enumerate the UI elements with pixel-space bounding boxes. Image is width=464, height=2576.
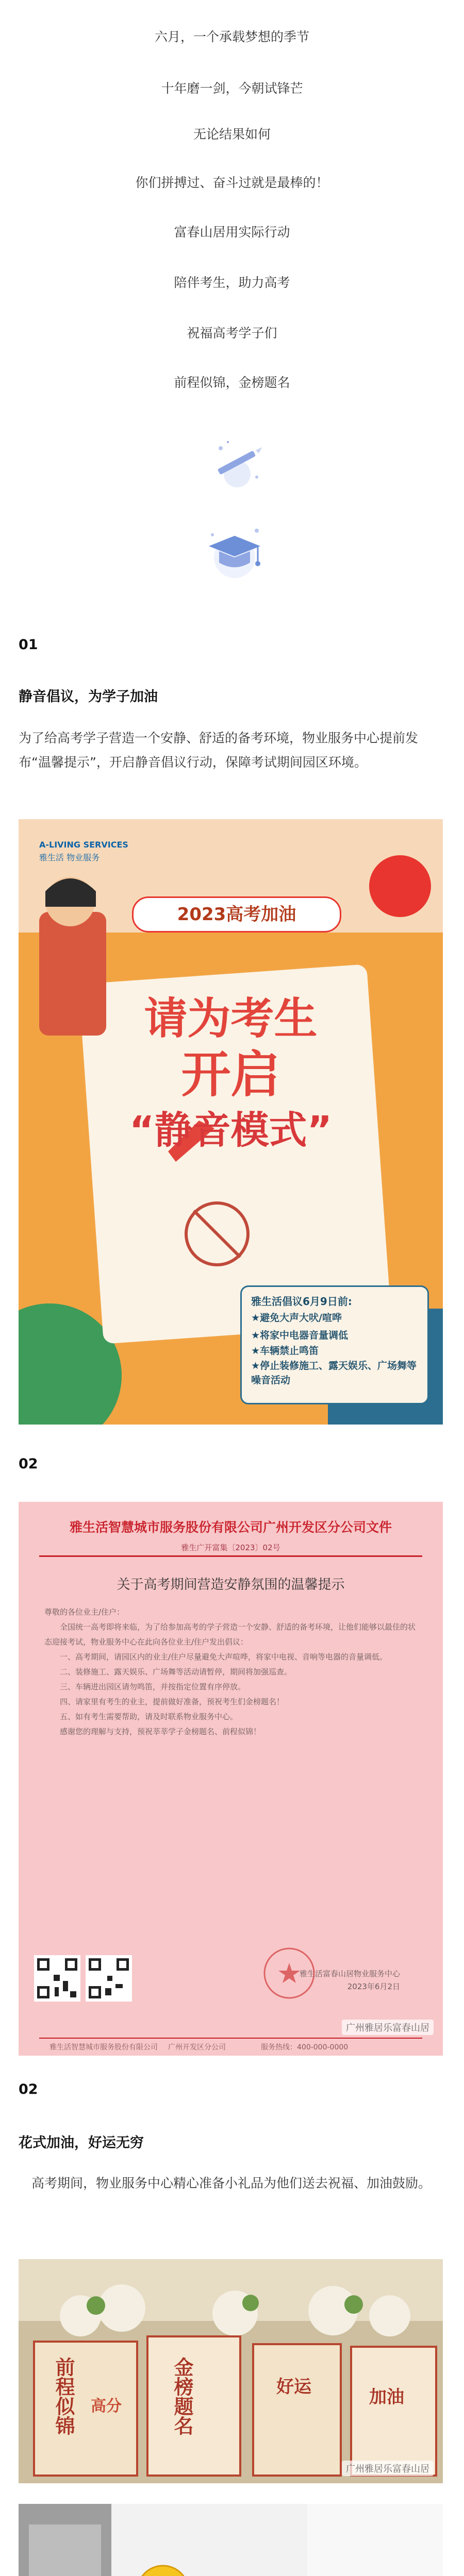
poster-notice-item-1: ★避免大声大吠/喧哗: [251, 1312, 342, 1324]
qr-code-2: [86, 1955, 132, 2002]
notice-document-image: [19, 1502, 443, 2056]
intro-line-7: 祝福高考学子们: [187, 326, 277, 341]
doc-body-line-4: 二、装修施工、露天娱乐、广场舞等活动请暂停，期间将加强巡查。: [60, 1667, 292, 1676]
gift-text-2: 金榜题名: [171, 2357, 193, 2435]
doc-body-line-7: 五、如有考生需要帮助，请及时联系物业服务中心。: [60, 1712, 238, 1721]
doc-divider: [39, 1555, 422, 1557]
student-and-staff-photo: [19, 2504, 443, 2576]
doc-body-line-5: 三、车辆进出园区请勿鸣笛，并按指定位置有序停放。: [60, 1682, 246, 1691]
intro-line-6: 陪伴考生，助力高考: [174, 275, 290, 290]
intro-line-5: 富春山居用实际行动: [174, 225, 290, 240]
poster-notice-title: 雅生活倡议6月9日前:: [251, 1295, 352, 1308]
graduation-cap-icon: [201, 520, 268, 582]
doc-footer-phone: 服务热线：400-000-0000: [261, 2043, 349, 2052]
poster-brand-en: A-LIVING SERVICES: [39, 840, 128, 850]
gift-text-3: 高分: [91, 2397, 122, 2415]
intro-line-4: 你们拼搏过、奋斗过就是最棒的！: [135, 175, 329, 190]
doc-footer-left: 雅生活智慧城市服务股份有限公司: [49, 2043, 158, 2052]
intro-line-2: 十年磨一剑，今朝试锋芒: [161, 81, 303, 96]
intro-line-3: 无论结果如何: [193, 127, 271, 142]
poster-brand-name: 雅生活 物业服务: [39, 853, 100, 862]
doc-body-line-8: 感谢您的理解与支持，预祝莘莘学子金榜题名、前程似锦！: [60, 1727, 261, 1736]
section2-number: 02: [19, 1456, 38, 1472]
intro-line-8: 前程似锦，金榜题名: [174, 375, 290, 390]
poster-title-line2: 开启: [181, 1046, 280, 1104]
poster-headline: 2023高考加油: [132, 896, 341, 933]
poster-title-line3: “静音模式”: [129, 1108, 333, 1153]
poster-notice-box: [240, 1285, 429, 1404]
doc-body-line-1: 尊敬的各位业主/住户：: [44, 1607, 125, 1617]
doc-signoff: 雅生活富春山居物业服务中心: [299, 1969, 400, 1978]
doc-body-line-2: 全国统一高考即将来临，为了给参加高考的学子营造一个安静、舒适的备考环境，让他们能够以最佳的状态迎接考试，物业服务中心在此向各位业主/住户发出倡议：: [44, 1622, 416, 1647]
smiley-face-icon: [135, 2563, 191, 2576]
gift-text-1: 前程似锦: [52, 2357, 75, 2435]
qr-code-1: [34, 1955, 80, 2002]
doc-ref: 雅生广开富集〔2023〕02号: [181, 1543, 280, 1552]
section3-title: 花式加油，好运无穷: [19, 2135, 144, 2151]
gift-bags-photo: [19, 2259, 443, 2483]
pencil-icon: [206, 433, 268, 489]
people-scene: [19, 2504, 443, 2576]
section3-number: 02: [19, 2081, 38, 2097]
gift-text-5: 加油: [369, 2387, 404, 2408]
silent-mode-poster: [19, 819, 443, 1425]
poster-notice-item-2: ★将家中电器音量调低: [251, 1330, 349, 1341]
doc-body-line-3: 一、高考期间，请园区内的业主/住户尽量避免大声喧哗，将家中电视、音响等电器的音量调低。: [60, 1652, 388, 1662]
poster-title-line1: 请为考生: [144, 993, 318, 1044]
doc-header: 雅生活智慧城市服务股份有限公司广州开发区分公司文件: [69, 1520, 392, 1535]
doc-wechat-watermark: 广州雅居乐富春山居: [342, 2020, 434, 2035]
intro-line-1: 六月，一个承载梦想的季节: [154, 29, 309, 44]
doc-title: 关于高考期间营造安静氛围的温馨提示: [117, 1577, 345, 1592]
gift-bags-scene: [19, 2259, 443, 2483]
section1-title: 静音倡议，为学子加油: [19, 689, 158, 705]
doc-date: 2023年6月2日: [347, 1982, 400, 1991]
section3-paragraph: 高考期间，物业服务中心精心准备小礼品为他们送去祝福、加油鼓励。: [31, 2176, 432, 2191]
doc-body-line-6: 四、请家里有考生的业主，提前做好准备，预祝考生们金榜题名！: [60, 1697, 285, 1706]
doc-footer-right: 广州开发区分公司: [168, 2043, 226, 2052]
section1-paragraph: 为了给高考学子营造一个安静、舒适的备考环境，物业服务中心提前发布“温馨提示”，开启静音倡议行动，保障考试期间园区环境。: [19, 731, 419, 770]
doc-footer-rule: [39, 2038, 422, 2039]
gift-text-4: 好运: [276, 2377, 311, 2397]
gift-wechat-watermark: 广州雅居乐富春山居: [342, 2461, 434, 2476]
poster-notice-item-3: ★车辆禁止鸣笛: [251, 1345, 319, 1357]
doc-body: [44, 1605, 417, 1739]
poster-notice-item-4: ★停止装修施工、露天娱乐、广场舞等噪音活动: [251, 1360, 417, 1386]
section1-number: 01: [19, 637, 38, 653]
